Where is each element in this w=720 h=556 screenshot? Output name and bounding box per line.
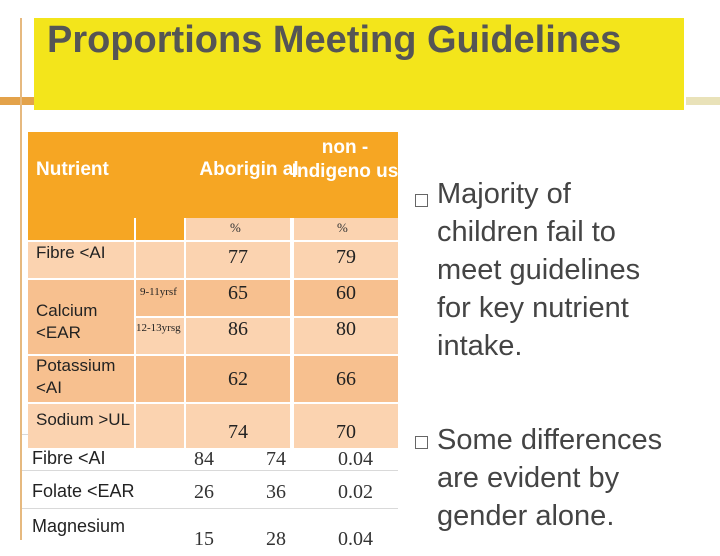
cell-value: 26	[194, 481, 214, 503]
cell-value: 0.04	[338, 448, 373, 470]
row-label: Folate <EAR	[32, 481, 135, 501]
row-divider	[22, 508, 398, 509]
row-label: Sodium >UL	[36, 410, 131, 429]
cell-aboriginal: 74	[228, 421, 248, 443]
bullet-1-line: meet guidelines	[437, 254, 641, 286]
header-aboriginal: Aborigin al	[199, 159, 299, 180]
column-divider	[134, 242, 136, 448]
bullet-1-line: children fail to	[437, 216, 616, 248]
cell-value: 0.02	[338, 481, 373, 503]
cell-value: 0.04	[338, 528, 373, 550]
pct-label-aboriginal: %	[230, 220, 241, 235]
bullet-1-line: Majority of	[437, 178, 571, 210]
cell-non-indigenous: 66	[336, 368, 356, 390]
row-label: Calcium <EAR	[36, 301, 98, 342]
column-divider	[184, 218, 186, 448]
row-label: Fibre <AI	[32, 448, 106, 468]
cell-non-indigenous: 80	[336, 318, 356, 340]
header-band	[136, 218, 184, 240]
header-band	[28, 218, 134, 240]
cell-aboriginal: 86	[228, 318, 248, 340]
bullet-2-line: gender alone.	[437, 500, 615, 532]
age-group-label: 9-11yrsf	[140, 286, 177, 298]
age-group-label: 12-13yrsg	[136, 322, 181, 334]
slide-title: Proportions Meeting Guidelines	[47, 19, 622, 61]
pct-label-non-indigenous: %	[337, 220, 348, 235]
accent-bar-left	[0, 97, 34, 105]
bullet-1-line: for key nutrient	[437, 292, 629, 324]
cell-non-indigenous: 70	[336, 421, 356, 443]
cell-aboriginal: 77	[228, 246, 248, 268]
accent-bar-right	[686, 97, 720, 105]
bullet-1-line: intake.	[437, 330, 523, 362]
square-bullet-icon	[415, 436, 428, 449]
square-bullet-icon	[415, 194, 428, 207]
row-label: Fibre <AI	[36, 243, 106, 262]
header-nutrient: Nutrient	[36, 159, 109, 180]
bullet-2-line: are evident by	[437, 462, 620, 494]
table-row	[22, 510, 398, 556]
cell-non-indigenous: 79	[336, 246, 356, 268]
row-label: Potassium <AI	[36, 356, 116, 397]
bullet-2-line: Some differences	[437, 424, 663, 456]
row-label: Magnesium	[32, 516, 126, 536]
row-divider	[22, 470, 398, 471]
cell-value: 15	[194, 528, 214, 550]
header-non-indigenous: non - Indigeno us	[291, 137, 399, 182]
nutrient-table	[28, 132, 398, 448]
cell-value: 28	[266, 528, 286, 550]
cell-value: 36	[266, 481, 286, 503]
cell-aboriginal: 65	[228, 282, 248, 304]
column-divider	[290, 218, 294, 448]
cell-non-indigenous: 60	[336, 282, 356, 304]
cell-aboriginal: 62	[228, 368, 248, 390]
cell-value: 74	[266, 448, 286, 470]
cell-value: 84	[194, 448, 214, 470]
